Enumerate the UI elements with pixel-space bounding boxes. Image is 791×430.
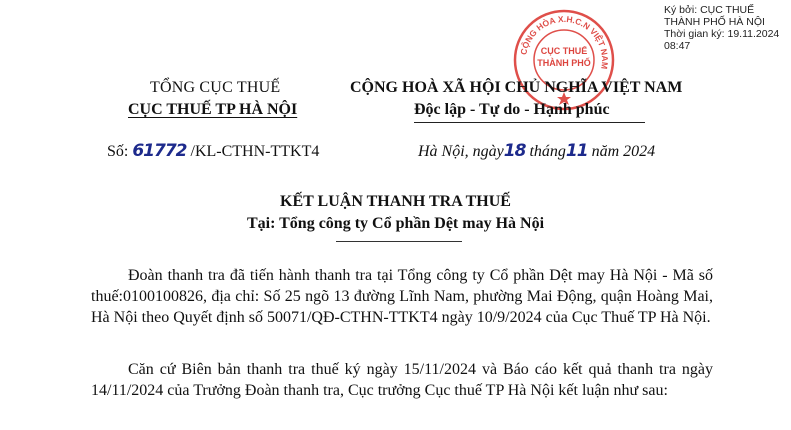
day-handwritten: 18 (503, 141, 526, 161)
place-and-date (418, 141, 655, 161)
signed-time-text: Thời gian ký: 19.11.2024 08:47 (664, 28, 780, 52)
document-title: KẾT LUẬN THANH TRA THUẾ (280, 193, 511, 210)
issuing-organization-text: CỤC THUẾ TP HÀ NỘI (128, 101, 298, 118)
body-paragraph-2 (91, 359, 713, 401)
document-number (107, 141, 319, 161)
body-paragraph-1 (91, 265, 713, 328)
subtitle-underline (336, 241, 462, 242)
seal-center-line1: CỤC THUẾ (540, 46, 588, 56)
national-title: CỘNG HOÀ XÃ HỘI CHỦ NGHĨA VIỆT NAM (350, 79, 683, 96)
doc-number-suffix: /KL-CTHN-TTKT4 (190, 143, 320, 160)
month-label: tháng (529, 143, 566, 160)
seal-center-line2: THÀNH PHỐ (537, 58, 591, 68)
paragraph-text: Đoàn thanh tra đã tiến hành thanh tra tại Tổng công ty Cổ phần Dệt may Hà Nội - Mã số thuế:0100100826, địa chỉ: Số 25 ngõ 13 đường Lĩnh Nam, phường Mai Động, quận Hoàng Mai, Hà Nội theo Quyết định số 50071/QĐ-CTHN-TTKT4 ngày 10/9/2024 của Cục Thuế TP Hà Nội. (91, 267, 713, 326)
document-subtitle: Tại: Tổng công ty Cổ phần Dệt may Hà Nội (246, 215, 545, 232)
issuing-organization (128, 101, 297, 119)
month-handwritten: 11 (565, 141, 588, 161)
doc-number-prefix: Số: (107, 143, 129, 160)
parent-organization: TỔNG CỤC THUẾ (150, 79, 281, 96)
place-prefix: Hà Nội, ngày (418, 143, 504, 160)
motto-underline (414, 122, 645, 123)
signed-by-text: Ký bởi: CỤC THUẾ THÀNH PHỐ HÀ NỘI (664, 4, 765, 28)
seal-ring-text: CỘNG HÒA X.H.C.N VIỆT NAM (518, 13, 611, 70)
doc-number-handwritten: 61772 (132, 141, 187, 161)
national-motto: Độc lập - Tự do - Hạnh phúc (414, 101, 610, 118)
year-label: năm 2024 (591, 143, 656, 160)
digital-signature-block (664, 4, 791, 52)
paragraph-text: Căn cứ Biên bản thanh tra thuế ký ngày 15/11/2024 và Báo cáo kết quả thanh tra ngày 14/11/2024 của Trưởng Đoàn thanh tra, Cục trưởng Cục thuế TP Hà Nội kết luận như sau: (91, 361, 713, 399)
